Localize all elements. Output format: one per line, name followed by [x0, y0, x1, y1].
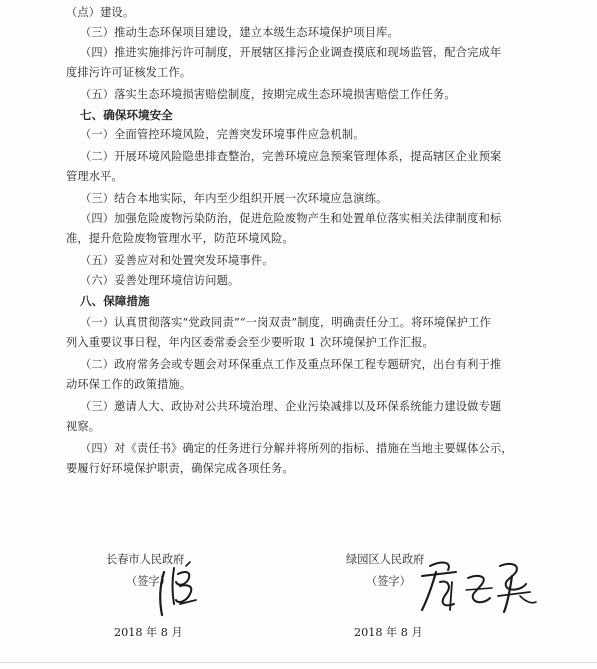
text-line: （六）妥善处理环境信访问题。	[80, 274, 240, 287]
section-heading: 八、保障措施	[80, 294, 150, 308]
right-org-name: 绿园区人民政府	[346, 553, 425, 566]
text-line: 要履行好环境保护职责，确保完成各项任务。	[66, 462, 294, 475]
text-line: （三）邀请人大、政协对公共环境治理、企业污染减排以及环保系统能力建设做专题	[80, 400, 502, 413]
right-handwritten-signature	[412, 552, 542, 616]
text-line: 动环保工作的政策措施。	[66, 378, 192, 391]
left-date: 2018 年 8 月	[114, 626, 183, 639]
page-bottom-divider	[0, 662, 597, 663]
text-line: （二）政府常务会或专题会对环保重点工作及重点环保工程专题研究，出台有利于推	[80, 358, 502, 371]
text-line: （四）推进实施排污许可制度，开展辖区排污企业调查摸底和现场监管，配合完成年	[80, 46, 502, 59]
text-line: 度排污许可证核发工作。	[66, 66, 192, 79]
text-line: （点）建设。	[66, 6, 135, 19]
text-line: （一）全面管控环境风险，完善突发环境事件应急机制。	[80, 128, 365, 141]
text-line: （三）结合本地实际，年内至少组织开展一次环境应急演练。	[80, 192, 388, 205]
text-line: 视察。	[66, 420, 101, 433]
text-line: （四）对《责任书》确定的任务进行分解并将所列的指标、措施在当地主要媒体公示，	[80, 442, 513, 455]
text-line: （一）认真贯彻落实“党政同责”“一岗双责”制度，明确责任分工。将环境保护工作	[80, 316, 491, 329]
right-date: 2018 年 8 月	[354, 626, 423, 639]
text-line: （五）落实生态环境损害赔偿制度，按期完成生态环境损害赔偿工作任务。	[80, 88, 456, 101]
right-sign-label: （签字）	[366, 575, 411, 588]
text-line: 准，提升危险废物管理水平，防范环境风险。	[66, 232, 294, 245]
text-line: （三）推动生态环保项目建设，建立本级生态环境保护项目库。	[80, 26, 399, 39]
left-handwritten-signature	[150, 560, 208, 620]
text-line: （二）开展环境风险隐患排查整治，完善环境应急预案管理体系，提高辖区企业预案	[80, 150, 502, 163]
text-line: （五）妥善应对和处置突发环境事件。	[80, 254, 274, 267]
section-heading: 七、确保环境安全	[80, 108, 173, 122]
left-org-name: 长春市人民政府	[106, 553, 185, 566]
text-line: 列入重要议事日程，年内区委常委会至少要听取 1 次环境保护工作汇报。	[66, 336, 434, 349]
text-line: 管理水平。	[66, 170, 123, 183]
text-line: （四）加强危险废物污染防治，促进危险废物产生和处置单位落实相关法律制度和标	[80, 212, 502, 225]
left-sign-label: （签字）	[126, 575, 171, 588]
